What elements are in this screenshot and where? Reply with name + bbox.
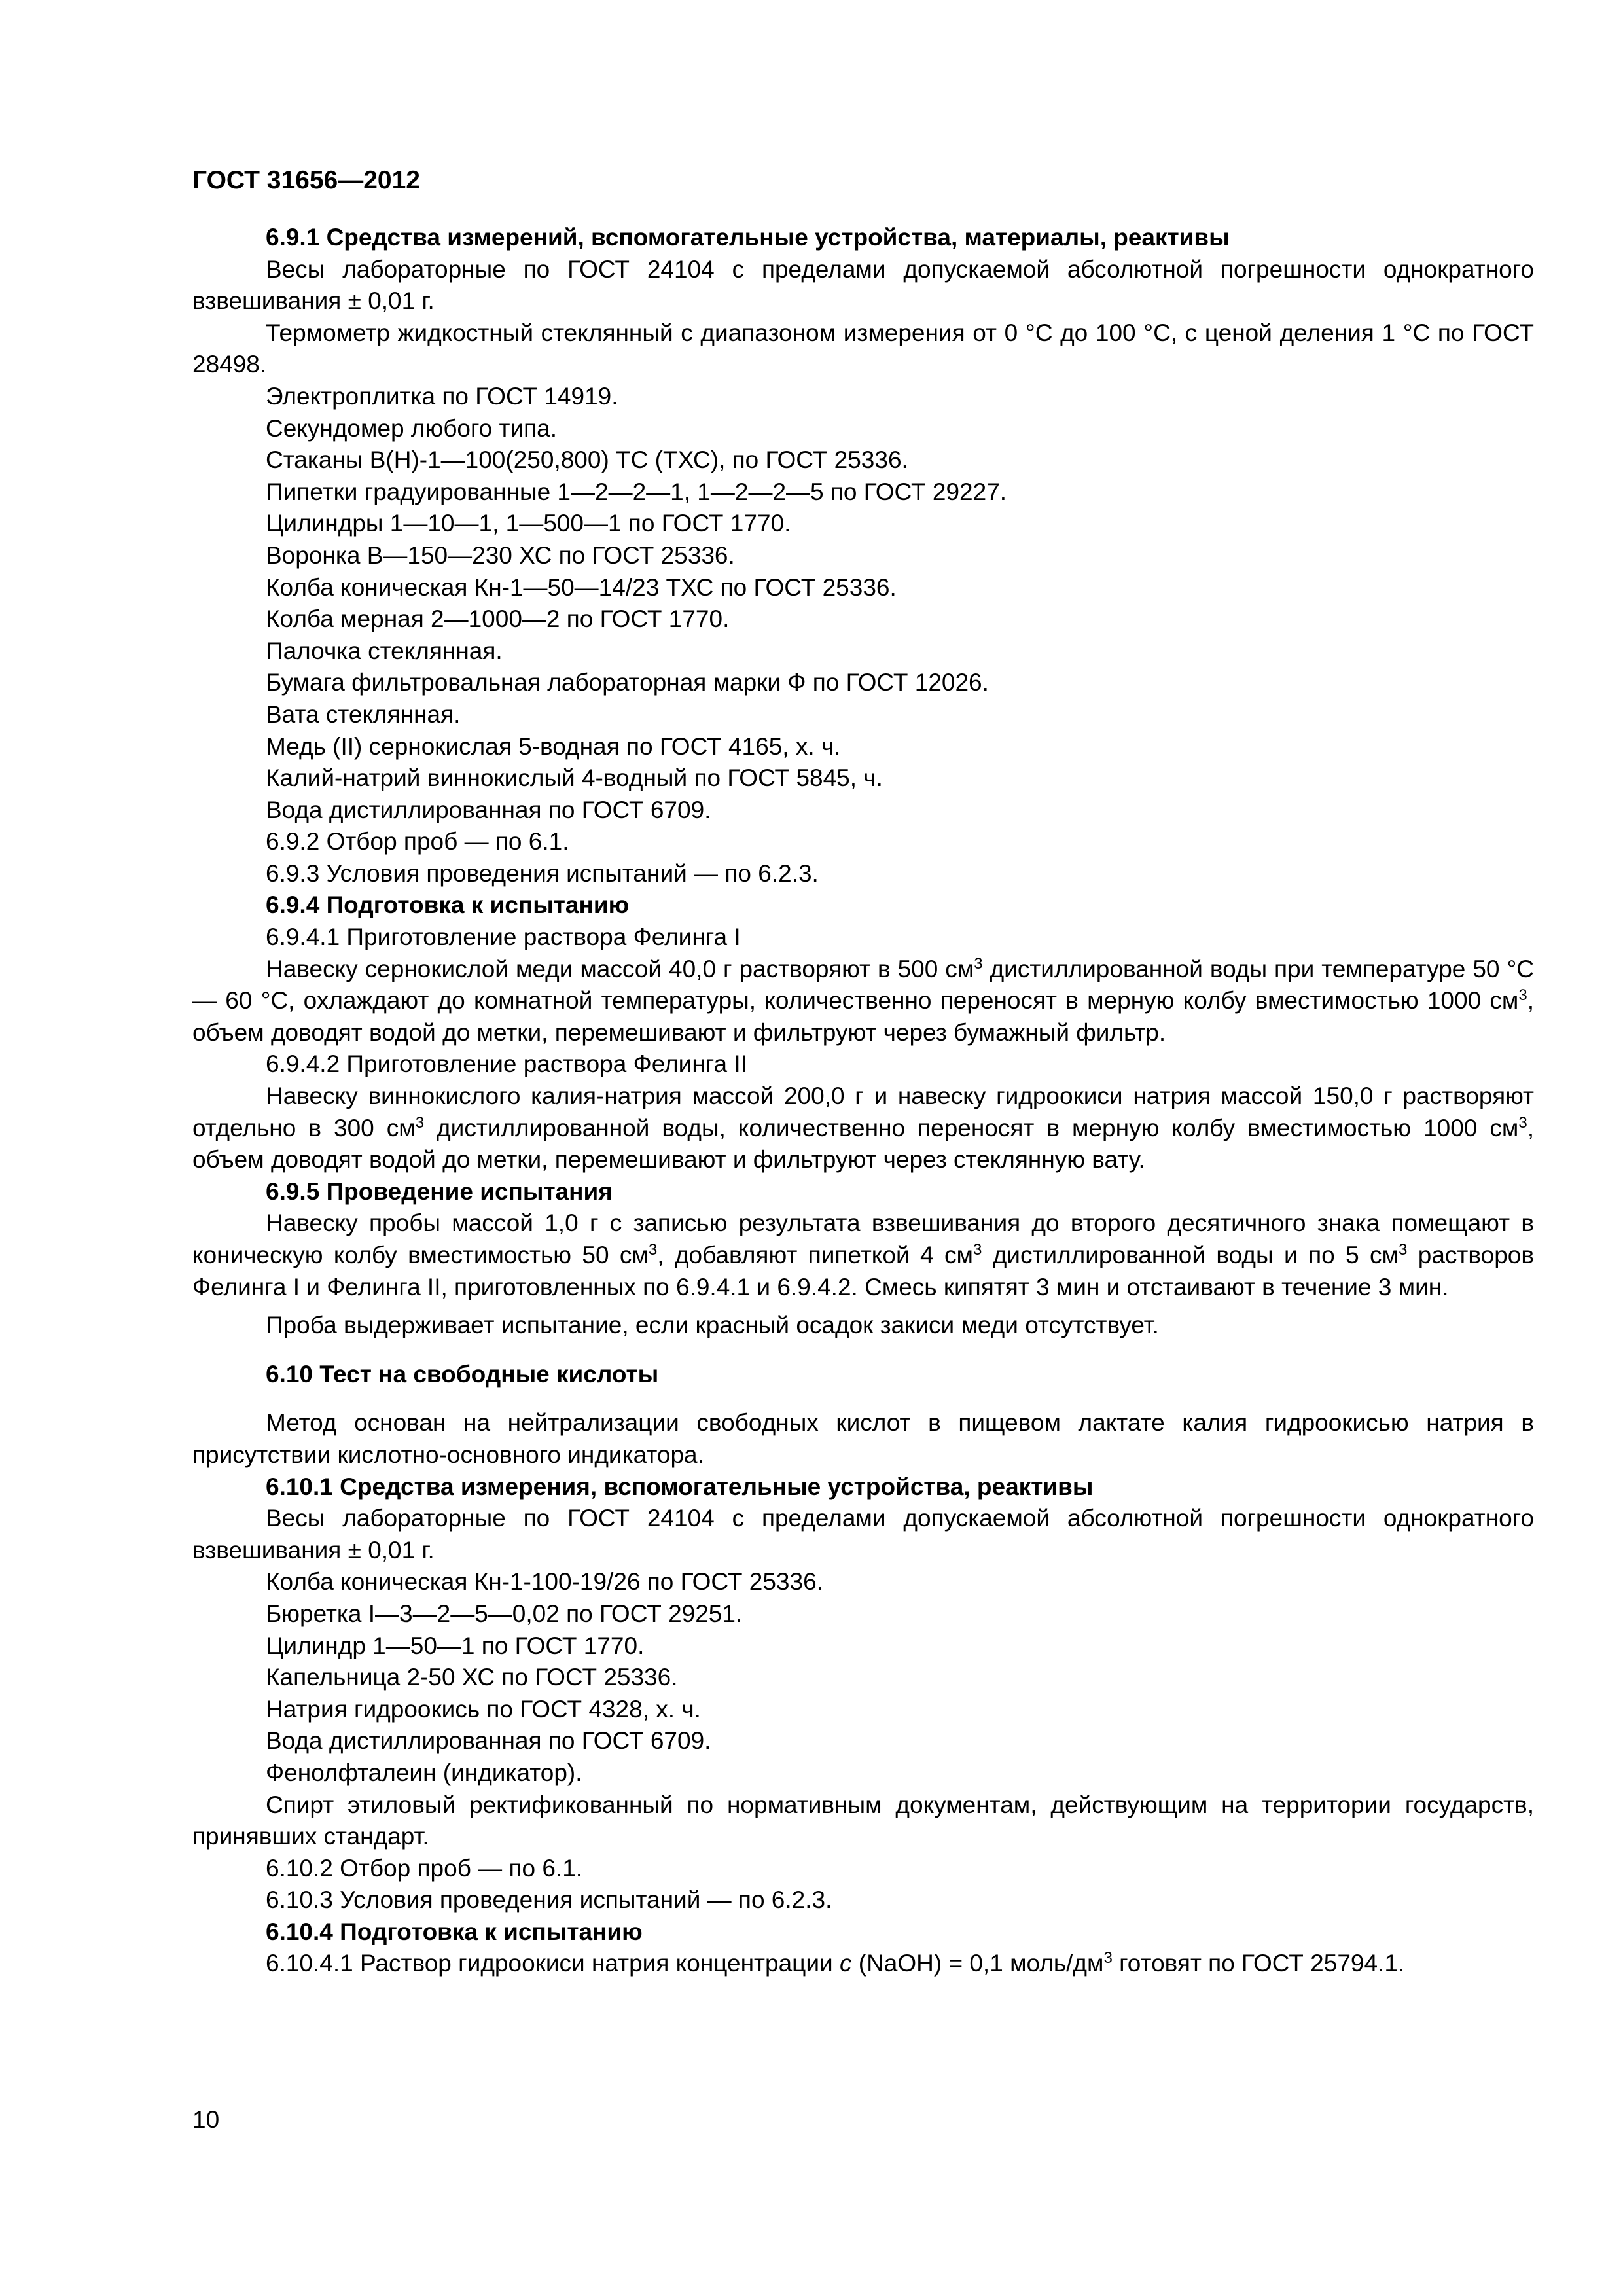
- superscript: 3: [1518, 1113, 1527, 1132]
- text-run: 6.10.4.1 Раствор гидроокиси натрия концентрации: [266, 1950, 840, 1977]
- paragraph-procedure: [192, 1208, 1534, 1303]
- list-item: Медь (II) сернокислая 5-водная по ГОСТ 4165, х. ч.: [266, 732, 841, 760]
- list-item: Пипетки градуированные 1—2—2—1, 1—2—2—5 по ГОСТ 29227.: [266, 478, 1007, 505]
- section-6-10-2: 6.10.2 Отбор проб — по 6.1.: [266, 1854, 583, 1882]
- section-6-10-3: 6.10.3 Условия проведения испытаний — по 6.2.3.: [266, 1886, 832, 1914]
- list-item: Вата стеклянная.: [266, 700, 461, 728]
- section-6-9-4-2-title: 6.9.4.2 Приготовление раствора Фелинга II: [266, 1050, 747, 1078]
- text-run: , добавляют пипеткой 4 см: [657, 1242, 973, 1268]
- list-item: Секундомер любого типа.: [266, 414, 558, 442]
- superscript: 3: [415, 1113, 425, 1132]
- paragraph: Весы лабораторные по ГОСТ 24104 с пределами допускаемой абсолютной погрешности однократного взвешивания ± 0,01 г.: [192, 1505, 1534, 1564]
- section-6-10-4-1: [192, 1948, 1534, 1980]
- section-6-9-2: 6.9.2 Отбор проб — по 6.1.: [266, 828, 569, 855]
- list-item: Стаканы В(Н)-1—100(250,800) ТС (ТХС), по ГОСТ 25336.: [266, 446, 908, 474]
- list-item: Колба мерная 2—1000—2 по ГОСТ 1770.: [266, 605, 730, 633]
- list-item: Цилиндры 1—10—1, 1—500—1 по ГОСТ 1770.: [266, 510, 791, 537]
- section-6-9-5-title: 6.9.5 Проведение испытания: [266, 1177, 613, 1205]
- page-number: 10: [192, 2106, 220, 2133]
- paragraph-fehling-2: [192, 1081, 1534, 1176]
- text-run: дистиллированной воды и по 5 см: [982, 1242, 1399, 1268]
- list-item: Палочка стеклянная.: [266, 637, 503, 664]
- section-6-10-4-title: 6.10.4 Подготовка к испытанию: [266, 1918, 643, 1945]
- paragraph-fehling-1: [192, 954, 1534, 1049]
- superscript: 3: [972, 1240, 982, 1259]
- section-6-10-1-title: 6.10.1 Средства измерения, вспомогательные устройства, реактивы: [266, 1473, 1094, 1500]
- text-run: растворов Фелинга I и Фелинга II, приготовленных по 6.9.4.1 и 6.9.4.2. Смесь кипятят 3 мин и отстаивают в течение 3 мин.: [192, 1242, 1535, 1300]
- list-item: Натрия гидроокись по ГОСТ 4328, х. ч.: [266, 1695, 701, 1723]
- superscript: 3: [1399, 1240, 1408, 1259]
- text-run: дистиллированной воды, количественно переносят в мерную колбу вместимостью 1000 см: [424, 1114, 1519, 1141]
- document-header-code: ГОСТ 31656—2012: [192, 166, 420, 194]
- list-item: Бумага фильтровальная лабораторная марки Ф по ГОСТ 12026.: [266, 669, 989, 696]
- paragraph: Спирт этиловый ректификованный по нормативным документам, действующим на территории государств, принявших стандарт.: [192, 1791, 1534, 1850]
- section-6-10-title: 6.10 Тест на свободные кислоты: [266, 1360, 659, 1388]
- list-item: Бюретка I—3—2—5—0,02 по ГОСТ 29251.: [266, 1600, 743, 1627]
- list-item: Колба коническая Кн-1—50—14/23 ТХС по ГОСТ 25336.: [266, 573, 897, 601]
- superscript: 3: [974, 954, 983, 973]
- list-item: Фенолфталеин (индикатор).: [266, 1759, 582, 1786]
- section-6-9-1-title: 6.9.1 Средства измерений, вспомогательные устройства, материалы, реактивы: [266, 224, 1230, 251]
- section-6-9-4-title: 6.9.4 Подготовка к испытанию: [266, 891, 630, 919]
- text-run: Навеску сернокислой меди массой 40,0 г растворяют в 500 см: [266, 955, 974, 982]
- text-run: (NaOH) = 0,1 моль/дм: [851, 1950, 1104, 1977]
- document-body: [192, 222, 1534, 1980]
- text-run: Навеску виннокислого калия-натрия массой 200,0 г и навеску гидроокиси натрия массой 150,0 г растворяют отдельно в 300 см: [192, 1083, 1534, 1141]
- superscript: 3: [1103, 1949, 1113, 1967]
- list-item: Вода дистиллированная по ГОСТ 6709.: [266, 1727, 711, 1755]
- section-6-9-4-1-title: 6.9.4.1 Приготовление раствора Фелинга I: [266, 924, 741, 951]
- list-item: Цилиндр 1—50—1 по ГОСТ 1770.: [266, 1632, 645, 1659]
- superscript: 3: [1518, 986, 1527, 1005]
- text-run: готовят по ГОСТ 25794.1.: [1112, 1950, 1405, 1977]
- list-item: Электроплитка по ГОСТ 14919.: [266, 382, 618, 410]
- superscript: 3: [648, 1240, 658, 1259]
- text-run: , объем доводят водой до метки, перемешивают и фильтруют через бумажный фильтр.: [192, 987, 1534, 1046]
- paragraph-method: Метод основан на нейтрализации свободных кислот в пищевом лактате калия гидроокисью натрия в присутствии кислотно-основного индикатора.: [192, 1409, 1534, 1468]
- text-run: Навеску пробы массой 1,0 г с записью результата взвешивания до второго десятичного знака помещают в коническую колбу вместимостью 50 см: [192, 1210, 1534, 1268]
- variable: c: [839, 1950, 852, 1977]
- list-item: Колба коническая Кн-1-100-19/26 по ГОСТ 25336.: [266, 1568, 823, 1596]
- list-item: Вода дистиллированная по ГОСТ 6709.: [266, 796, 711, 823]
- paragraph: Весы лабораторные по ГОСТ 24104 с пределами допускаемой абсолютной погрешности однократного взвешивания ± 0,01 г.: [192, 255, 1534, 315]
- text-run: , объем доводят водой до метки, перемешивают и фильтруют через стеклянную вату.: [192, 1114, 1534, 1174]
- text-run: дистиллированной воды при температуре 50 °С — 60 °С, охлаждают до комнатной температуры, количественно переносят в мерную колбу вместимостью 1000 см: [192, 955, 1534, 1014]
- list-item: Воронка В—150—230 ХС по ГОСТ 25336.: [266, 541, 735, 569]
- section-6-9-3: 6.9.3 Условия проведения испытаний — по 6.2.3.: [266, 859, 819, 887]
- paragraph-result: Проба выдерживает испытание, если красный осадок закиси меди отсутствует.: [266, 1312, 1159, 1339]
- list-item: Капельница 2-50 ХС по ГОСТ 25336.: [266, 1664, 678, 1691]
- list-item: Калий-натрий виннокислый 4-водный по ГОСТ 5845, ч.: [266, 764, 883, 792]
- paragraph: Термометр жидкостный стеклянный с диапазоном измерения от 0 °С до 100 °С, с ценой деления 1 °С по ГОСТ 28498.: [192, 319, 1534, 378]
